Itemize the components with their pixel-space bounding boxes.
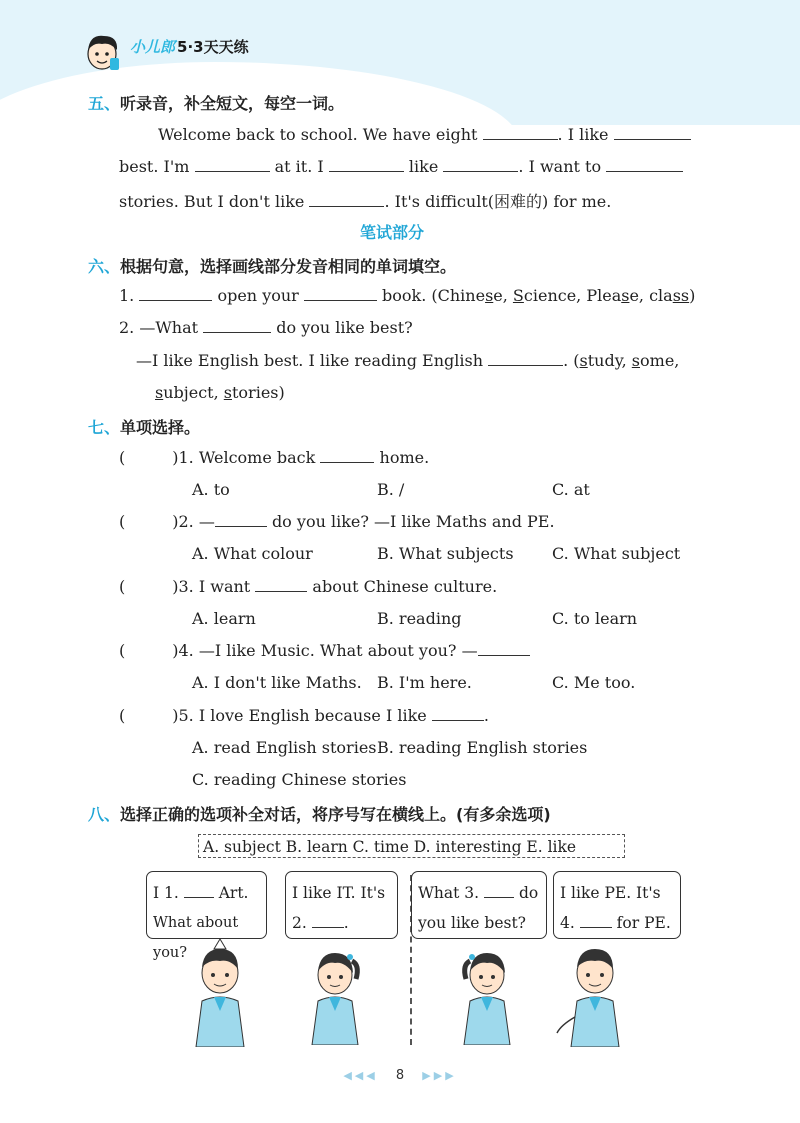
s5-line-1: Welcome back to school. We have eight . I like [158,125,691,144]
s7-q1-option-a: A. to [192,480,230,499]
written-part-title: 笔试部分 [360,223,425,242]
s6-question-2-line-1: 2. —What do you like best? [119,318,413,337]
options-box: A. subject B. learn C. time D. interesting E. like [198,834,625,858]
s7-q4-option-c: C. Me too. [552,673,636,692]
s7-q2-option-a: A. What colour [192,544,313,563]
speech-bubble-2: I like IT. It's 2. . [285,871,398,939]
s6-question-2-line-2: —I like English best. I like reading English . (study, some, [136,351,680,370]
girl-1-illustration [300,945,370,1045]
boy-2-illustration [555,937,635,1047]
s7-q2-option-c: C. What subject [552,544,681,563]
left-arrows-icon: ◀◀◀ [343,1069,378,1082]
s7-q3-option-c: C. to learn [552,609,638,628]
s7-q1-stem: ( )1. Welcome back home. [119,448,430,467]
section-5-heading: 五、听录音，补全短文，每空一词。 [88,94,345,113]
s7-q1-option-c: C. at [552,480,590,499]
boy-1-illustration [180,937,260,1047]
s7-q5-stem: ( )5. I love English because I like . [119,706,489,725]
speech-bubble-1: I 1. Art. What about you? [146,871,267,939]
section-6-heading: 六、根据句意，选择画线部分发音相同的单词填空。 [88,257,457,276]
s7-q1-option-b: B. / [377,480,405,499]
s7-q3-option-a: A. learn [192,609,256,628]
page-footer [0,1068,800,1083]
s7-q4-option-b: B. I'm here. [377,673,472,692]
right-arrows-icon: ▶▶▶ [422,1069,457,1082]
page-number: 8 [395,1068,405,1083]
speech-bubble-4: I like PE. It's 4. for PE. [553,871,681,939]
s6-question-2-line-3: subject, stories) [155,383,285,402]
s7-q2-option-b: B. What subjects [377,544,514,563]
girl-2-illustration [452,945,522,1045]
s7-q5-option-a: A. read English stories [192,738,377,757]
section-7-heading: 七、单项选择。 [88,418,201,437]
s7-q2-stem: ( )2. — do you like? —I like Maths and PE. [119,512,555,531]
boy-mascot-icon [80,30,124,74]
s7-q3-option-b: B. reading [377,609,462,628]
s7-q4-stem: ( )4. —I like Music. What about you? — [119,641,530,660]
s7-q5-option-c: C. reading Chinese stories [192,770,407,789]
brand-title: 小儿郎 5·3天天练 [130,38,249,56]
s7-q4-option-a: A. I don't like Maths. [192,673,362,692]
section-8-heading: 八、选择正确的选项补全对话，将序号写在横线上。(有多余选项) [88,805,551,824]
speech-bubble-3: What 3. do you like best? [411,871,547,939]
s7-q3-stem: ( )3. I want about Chinese culture. [119,577,498,596]
s5-line-3: stories. But I don't like . It's difficult(困难的) for me. [119,192,612,211]
s5-line-2: best. I'm at it. I like . I want to [119,157,683,176]
s6-question-1: 1. open your book. (Chinese, Science, Please, class) [119,286,696,305]
s7-q5-option-b: B. reading English stories [377,738,588,757]
